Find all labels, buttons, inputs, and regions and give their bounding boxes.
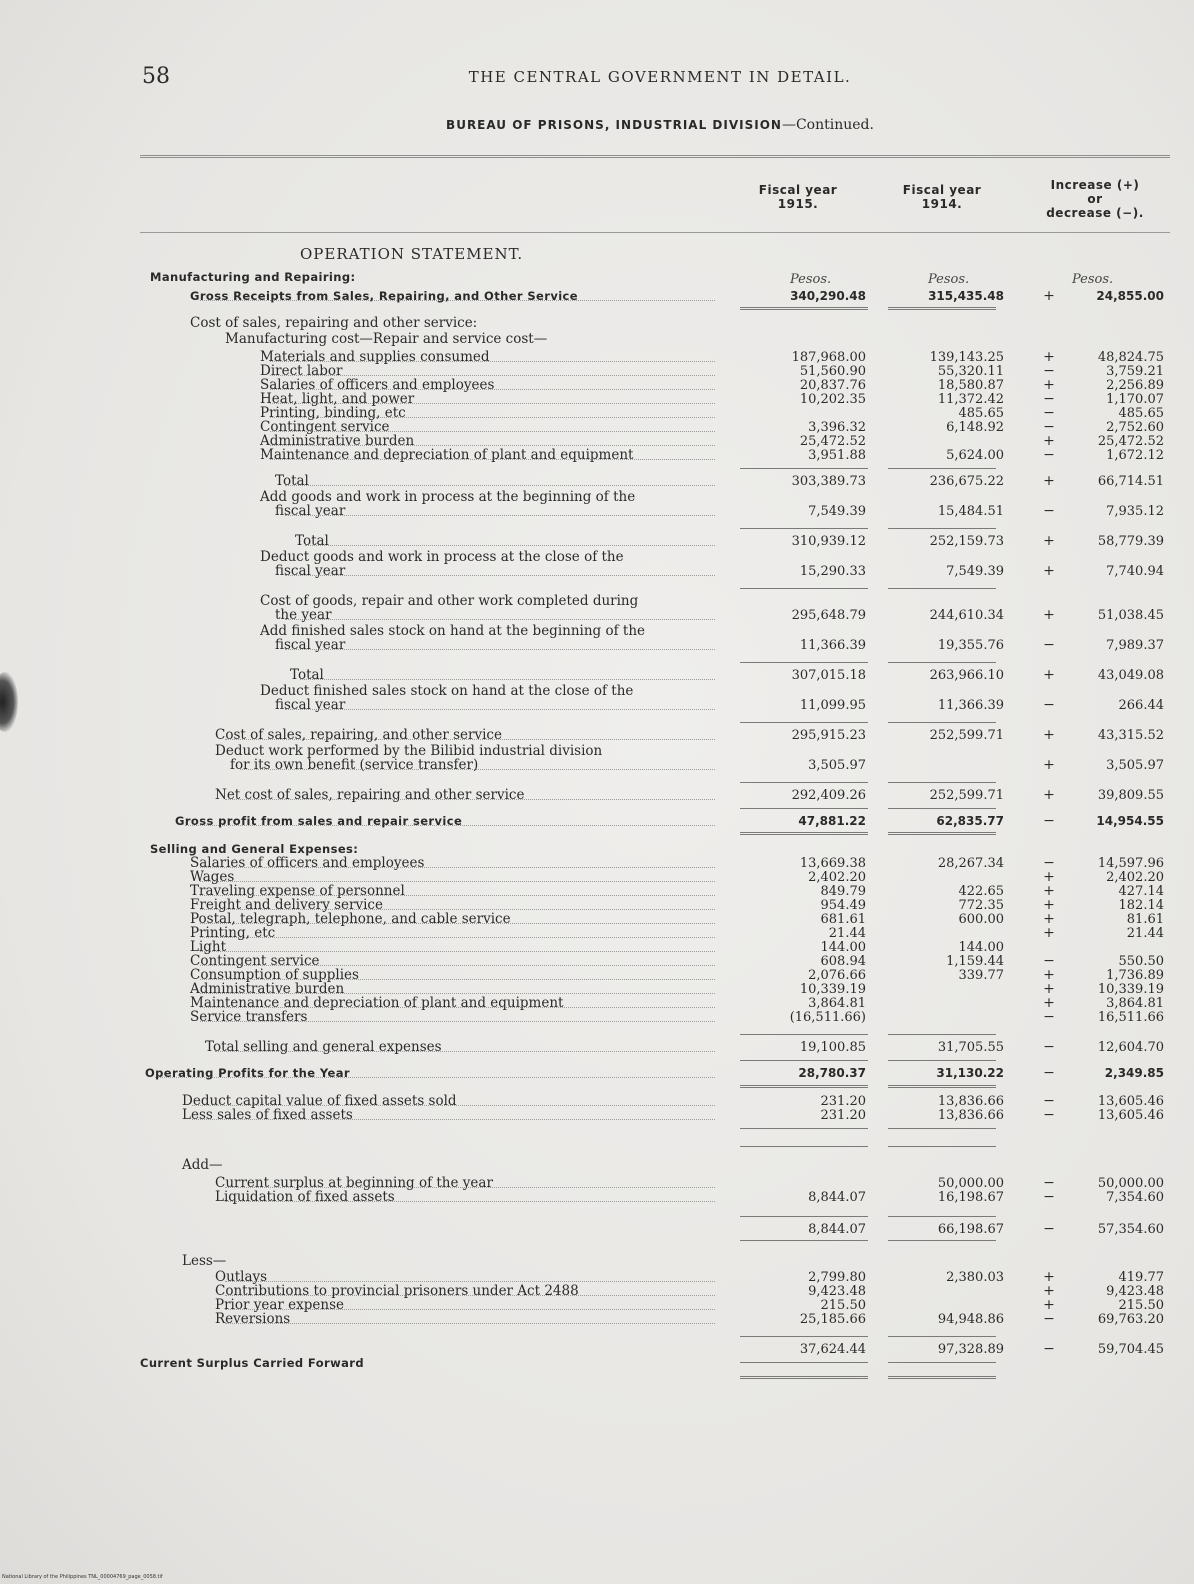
row-label: Administrative burden [260,433,415,449]
unit-1914: Pesos. [928,272,970,287]
row-label: Reversions [215,1311,291,1327]
row-label: fiscal year [275,563,346,579]
sum-rule [740,1146,868,1147]
value-1914: 252,599.71 [929,788,1004,803]
leader-dots [285,649,715,650]
sum-rule [740,1216,868,1217]
value-change: 9,423.48 [1106,1284,1164,1299]
value-change: 215.50 [1118,1298,1164,1313]
row-label: Light [190,939,227,955]
sum-rule [888,722,996,723]
value-1915: 28,780.37 [798,1066,866,1080]
row-label: Wages [190,869,235,885]
row-label: fiscal year [275,637,346,653]
value-change: 419.77 [1118,1270,1164,1285]
value-1915: 10,202.35 [799,392,866,407]
column-head-1915: Fiscal year 1915. [758,183,838,211]
value-1915: 51,560.90 [799,364,866,379]
section-title: OPERATION STATEMENT. [300,245,524,263]
change-sign: + [1043,473,1055,489]
value-1914: 244,610.34 [929,608,1004,623]
leader-dots [200,881,715,882]
value-1915: 15,290.33 [799,564,866,579]
value-1915: 307,015.18 [791,668,866,683]
value-1915: 21.44 [828,926,866,941]
row-label: Outlays [215,1269,268,1285]
value-1914: 19,355.76 [937,638,1004,653]
row-label: Direct labor [260,363,343,379]
value-1915: 25,185.66 [799,1312,866,1327]
change-sign: − [1043,447,1055,463]
value-change: 2,256.89 [1106,378,1164,393]
sum-rule [740,1336,868,1337]
value-1914: 15,484.51 [937,504,1004,519]
value-change: 12,604.70 [1097,1040,1164,1055]
header-rule-top [140,155,1170,158]
value-change: 10,339.19 [1097,982,1164,997]
value-1915: 2,402.20 [808,870,866,885]
change-sign: − [1043,1065,1055,1081]
value-change: 43,049.08 [1097,668,1164,683]
row-label: Total [295,533,329,549]
value-1915: 2,076.66 [808,968,866,983]
sum-rule [888,808,996,809]
change-sign: + [1043,995,1055,1011]
row-label: Postal, telegraph, telephone, and cable service [190,911,511,927]
row-label: for its own benefit (service transfer) [230,757,479,773]
row-label: Heat, light, and power [260,391,415,407]
value-1915: 231.20 [820,1108,866,1123]
value-1915: 310,939.12 [791,534,866,549]
value-1915: 2,799.80 [808,1270,866,1285]
row-label: Printing, etc [190,925,276,941]
value-1915: 215.50 [820,1298,866,1313]
value-1915: 8,844.07 [808,1222,866,1237]
change-sign: + [1043,1297,1055,1313]
value-1914: 7,549.39 [946,564,1004,579]
value-1914: 13,836.66 [937,1094,1004,1109]
value-1914: 62,835.77 [936,814,1004,828]
value-1914: 50,000.00 [937,1176,1004,1191]
value-change: 7,740.94 [1106,564,1164,579]
sum-rule [740,662,868,663]
value-1915: 295,648.79 [791,608,866,623]
row-label: Add goods and work in process at the beginning of the [260,489,636,505]
value-change: 59,704.45 [1097,1342,1164,1357]
value-change: 14,954.55 [1096,814,1164,828]
value-change: 7,989.37 [1106,638,1164,653]
sum-rule [740,1060,868,1061]
row-label: Consumption of supplies [190,967,359,983]
sum-rule [888,468,996,469]
value-change: 50,000.00 [1097,1176,1164,1191]
change-sign: + [1043,967,1055,983]
value-change: 24,855.00 [1096,289,1164,303]
value-1914: 31,705.55 [937,1040,1004,1055]
value-1914: 422.65 [958,884,1004,899]
row-label: Deduct work performed by the Bilibid industrial division [215,743,603,759]
value-1914: 139,143.25 [929,350,1004,365]
row-label: Operating Profits for the Year [145,1066,350,1080]
change-sign: − [1043,1175,1055,1191]
value-1914: 339.77 [958,968,1004,983]
change-sign: + [1043,925,1055,941]
leader-dots [225,1323,715,1324]
change-sign: − [1043,405,1055,421]
value-1915: 7,549.39 [808,504,866,519]
sum-rule [888,662,996,663]
value-1914: 55,320.11 [937,364,1004,379]
sum-rule [888,1362,996,1363]
sum-rule [740,1240,868,1241]
value-1914: 11,366.39 [937,698,1004,713]
leader-dots [305,545,715,546]
value-change: 7,935.12 [1106,504,1164,519]
sum-rule [740,782,868,783]
value-1915: 303,389.73 [791,474,866,489]
leader-dots [285,709,715,710]
row-label: Total [275,473,309,489]
change-sign: − [1043,1311,1055,1327]
row-label: Deduct finished sales stock on hand at the close of the [260,683,634,699]
row-label: Add— [182,1157,223,1173]
row-label: Total [290,667,324,683]
change-sign: − [1043,1009,1055,1025]
change-sign: + [1043,757,1055,773]
change-sign: + [1043,981,1055,997]
value-1915: 295,915.23 [791,728,866,743]
value-change: 39,809.55 [1097,788,1164,803]
value-change: 13,605.46 [1097,1094,1164,1109]
value-change: 427.14 [1118,884,1164,899]
value-change: 48,824.75 [1097,350,1164,365]
sum-rule [888,1085,996,1088]
row-label: Prior year expense [215,1297,344,1313]
value-change: 69,763.20 [1097,1312,1164,1327]
value-1914: 16,198.67 [937,1190,1004,1205]
sum-rule [740,1034,868,1035]
row-label: fiscal year [275,697,346,713]
value-change: 2,349.85 [1104,1066,1164,1080]
change-sign: − [1043,1093,1055,1109]
value-change: 182.14 [1118,898,1164,913]
change-sign: − [1043,953,1055,969]
change-sign: + [1043,883,1055,899]
subtitle-rest: —Continued. [781,117,874,133]
row-label: Materials and supplies consumed [260,349,490,365]
value-change: 58,779.39 [1097,534,1164,549]
sum-rule [888,307,996,310]
change-sign: − [1043,1039,1055,1055]
sum-rule [740,808,868,809]
row-label: Manufacturing and Repairing: [150,270,356,284]
value-1915: 47,881.22 [798,814,866,828]
row-label: Traveling expense of personnel [190,883,405,899]
row-label: Current surplus at beginning of the year [215,1175,493,1191]
sum-rule [888,782,996,783]
value-change: 14,597.96 [1097,856,1164,871]
value-1914: 18,580.87 [937,378,1004,393]
sum-rule [888,528,996,529]
row-label: Contingent service [260,419,390,435]
change-sign: − [1043,855,1055,871]
value-change: 1,170.07 [1106,392,1164,407]
sum-rule [888,1146,996,1147]
running-title: THE CENTRAL GOVERNMENT IN DETAIL. [468,68,852,86]
change-sign: + [1043,1269,1055,1285]
leader-dots [285,575,715,576]
value-1915: 20,837.76 [799,378,866,393]
change-sign: + [1043,869,1055,885]
value-change: 3,864.81 [1106,996,1164,1011]
change-sign: − [1043,1107,1055,1123]
sum-rule [740,468,868,469]
row-label: Deduct capital value of fixed assets sold [182,1093,457,1109]
change-sign: − [1043,637,1055,653]
leader-dots [225,1281,715,1282]
row-label: Net cost of sales, repairing and other service [215,787,525,803]
value-change: 25,472.52 [1097,434,1164,449]
value-1914: 2,380.03 [946,1270,1004,1285]
change-sign: + [1043,667,1055,683]
change-sign: + [1043,727,1055,743]
value-1915: 3,396.32 [808,420,866,435]
change-sign: + [1043,787,1055,803]
change-sign: − [1043,419,1055,435]
sum-rule [740,1128,868,1129]
value-1914: 315,435.48 [928,289,1004,303]
sum-rule [740,1362,868,1363]
sum-rule [888,1376,996,1379]
value-1915: 37,624.44 [799,1342,866,1357]
unit-1915: Pesos. [790,272,832,287]
sum-rule [888,588,996,589]
change-sign: − [1043,697,1055,713]
row-label: Selling and General Expenses: [150,842,359,856]
row-label: Less sales of fixed assets [182,1107,353,1123]
value-1915: 9,423.48 [808,1284,866,1299]
value-1914: 252,599.71 [929,728,1004,743]
row-label: Cost of sales, repairing, and other service [215,727,502,743]
value-1915: 3,864.81 [808,996,866,1011]
value-change: 3,505.97 [1106,758,1164,773]
change-sign: + [1043,349,1055,365]
value-1915: 608.94 [820,954,866,969]
value-1915: 954.49 [820,898,866,913]
leader-dots [200,937,715,938]
value-change: 2,752.60 [1106,420,1164,435]
value-1915: 3,951.88 [808,448,866,463]
value-1914: 11,372.42 [937,392,1004,407]
subtitle-caps: BUREAU OF PRISONS, INDUSTRIAL DIVISION [446,118,782,132]
value-change: 66,714.51 [1097,474,1164,489]
value-1915: 187,968.00 [791,350,866,365]
value-change: 1,736.89 [1106,968,1164,983]
change-sign: + [1043,288,1055,304]
value-change: 1,672.12 [1106,448,1164,463]
value-change: 550.50 [1118,954,1164,969]
value-1915: 10,339.19 [799,982,866,997]
value-1915: 19,100.85 [799,1040,866,1055]
row-label: fiscal year [275,503,346,519]
row-label: Add finished sales stock on hand at the beginning of the [260,623,646,639]
row-label: Salaries of officers and employees [260,377,495,393]
sum-rule [888,1216,996,1217]
leader-dots [200,951,715,952]
row-label: Current Surplus Carried Forward [140,1356,364,1370]
row-label: Cost of sales, repairing and other service: [190,315,478,331]
row-label: Liquidation of fixed assets [215,1189,395,1205]
value-1915: 13,669.38 [799,856,866,871]
column-head-1914: Fiscal year 1914. [902,183,982,211]
row-label: Gross Receipts from Sales, Repairing, and Other Service [190,289,578,303]
change-sign: − [1043,813,1055,829]
value-1915: 11,366.39 [799,638,866,653]
row-label: Maintenance and depreciation of plant and equipment [190,995,564,1011]
change-sign: + [1043,1283,1055,1299]
change-sign: − [1043,503,1055,519]
value-1914: 31,130.22 [936,1066,1004,1080]
value-1914: 6,148.92 [946,420,1004,435]
value-change: 21.44 [1126,926,1164,941]
sum-rule [740,722,868,723]
change-sign: − [1043,391,1055,407]
sum-rule [740,307,868,310]
ink-blot [0,672,18,732]
leader-dots [300,679,715,680]
row-label: Service transfers [190,1009,308,1025]
value-change: 3,759.21 [1106,364,1164,379]
row-label: Manufacturing cost—Repair and service cost— [225,331,548,347]
value-1914: 97,328.89 [937,1342,1004,1357]
change-sign: + [1043,433,1055,449]
value-1914: 5,624.00 [946,448,1004,463]
value-change: 266.44 [1118,698,1164,713]
value-1914: 485.65 [958,406,1004,421]
row-label: Freight and delivery service [190,897,383,913]
value-1914: 1,159.44 [946,954,1004,969]
value-1914: 94,948.86 [937,1312,1004,1327]
value-1915: 8,844.07 [808,1190,866,1205]
change-sign: + [1043,897,1055,913]
row-label: Cost of goods, repair and other work completed during [260,593,639,609]
change-sign: + [1043,533,1055,549]
value-1914: 263,966.10 [929,668,1004,683]
sum-rule [888,1336,996,1337]
value-1915: 340,290.48 [790,289,866,303]
row-label: Gross profit from sales and repair service [175,814,463,828]
value-1915: 231.20 [820,1094,866,1109]
change-sign: − [1043,1221,1055,1237]
column-head-change: Increase (+) or decrease (−). [1046,178,1144,220]
sum-rule [740,1376,868,1379]
table-subtitle [300,117,1020,133]
sum-rule [888,1128,996,1129]
unit-change: Pesos. [1072,272,1114,287]
value-change: 2,402.20 [1106,870,1164,885]
footer-credit: National Library of the Philippines TNL_00004769_page_0058.tif [2,1574,163,1580]
change-sign: + [1043,911,1055,927]
change-sign: − [1043,363,1055,379]
change-sign: − [1043,1189,1055,1205]
page-number: 58 [142,64,170,89]
row-label: Salaries of officers and employees [190,855,425,871]
leader-dots [285,485,715,486]
value-1914: 600.00 [958,912,1004,927]
sum-rule [740,1085,868,1088]
row-label: the year [275,607,332,623]
row-label: Contributions to provincial prisoners under Act 2488 [215,1283,579,1299]
leader-dots [285,515,715,516]
value-1914: 772.35 [958,898,1004,913]
sum-rule [888,1034,996,1035]
row-label: Less— [182,1253,227,1269]
header-rule-bottom [140,232,1170,233]
row-label: Printing, binding, etc [260,405,406,421]
row-label: Contingent service [190,953,320,969]
row-label: Maintenance and depreciation of plant and equipment [260,447,634,463]
value-1915: 849.79 [820,884,866,899]
sum-rule [740,832,868,835]
change-sign: + [1043,607,1055,623]
value-change: 51,038.45 [1097,608,1164,623]
value-1914: 13,836.66 [937,1108,1004,1123]
value-1914: 252,159.73 [929,534,1004,549]
value-change: 7,354.60 [1106,1190,1164,1205]
value-1914: 28,267.34 [937,856,1004,871]
value-change: 485.65 [1118,406,1164,421]
change-sign: + [1043,563,1055,579]
sum-rule [740,528,868,529]
value-1914: 66,198.67 [937,1222,1004,1237]
value-1915: 144.00 [820,940,866,955]
change-sign: + [1043,377,1055,393]
value-change: 57,354.60 [1097,1222,1164,1237]
value-1915: 25,472.52 [799,434,866,449]
value-1914: 236,675.22 [929,474,1004,489]
sum-rule [888,1060,996,1061]
sum-rule [888,832,996,835]
row-label: Administrative burden [190,981,345,997]
value-1915: 681.61 [820,912,866,927]
value-1915: (16,511.66) [789,1010,866,1025]
value-change: 16,511.66 [1097,1010,1164,1025]
value-change: 43,315.52 [1097,728,1164,743]
value-1915: 292,409.26 [791,788,866,803]
change-sign: − [1043,1341,1055,1357]
value-1914: 144.00 [958,940,1004,955]
value-1915: 11,099.95 [799,698,866,713]
value-change: 13,605.46 [1097,1108,1164,1123]
value-change: 81.61 [1126,912,1164,927]
sum-rule [740,588,868,589]
sum-rule [888,1240,996,1241]
leader-dots [285,619,715,620]
row-label: Total selling and general expenses [205,1039,442,1055]
row-label: Deduct goods and work in process at the close of the [260,549,624,565]
value-1915: 3,505.97 [808,758,866,773]
